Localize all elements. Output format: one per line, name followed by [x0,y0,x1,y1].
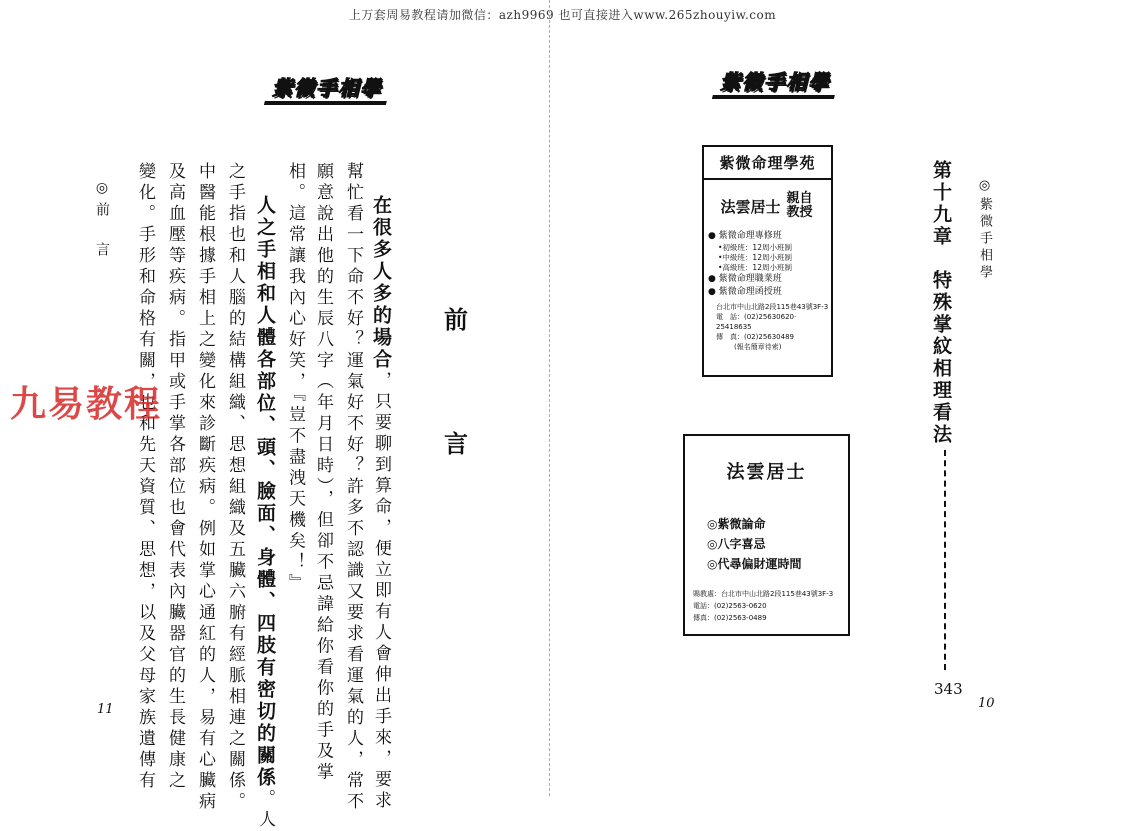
preface-title-bottom: 言 [444,429,471,458]
consultant-phone: 電話：(02)2563-0620 [693,602,767,610]
right-page-number: 10 [978,696,995,711]
academy-phone: 電 話：(02)25630620‧25418635 [716,313,797,331]
body-column-8: 及高血壓等疾病。指甲或手掌各部位也會代表內臟器官的生長健康之 [165,162,185,792]
left-page-number: 11 [97,702,114,717]
body-column-6: 之手指也和人腦的結構組織、思想組織及五臟六腑有經脈相連之關係。 [225,162,245,813]
service-item: ◎八字喜忌 [707,537,766,551]
course-level: •中級班：12周小班制 [718,253,792,262]
teacher-role: 親自教授 [786,191,813,220]
course-list [704,230,831,299]
column-5-bold: 人之手相和人體各部位、頭、臉面、身體、四肢有密切的關係 [254,195,276,789]
preface-title-top: 前 [444,305,471,334]
course-item: ● 紫微命理函授班 [708,287,782,297]
chapter-divider [944,450,946,670]
academy-advertisement [702,145,833,377]
consultant-fax: 傳真：(02)2563-0489 [693,614,767,622]
left-side-note: ◎前 言 [94,180,110,262]
body-column-9: 變化。手形和命格有關，也和先天資質、思想，以及父母家族遺傳有 [135,162,155,792]
chapter-title: 第十九章 特殊掌紋相理看法 [930,160,952,446]
service-item: ◎代尋偏財運時間 [707,557,802,571]
body-column-2: 幫忙看一下命不好？運氣好不好？許多不認識又要求看運氣的人，常不 [343,162,363,813]
body-column-4: 相。這常讓我內心好笑，『豈不盡洩天機矣！』 [285,162,305,595]
teacher-block [704,192,831,220]
academy-fax: 傳 真：(02)25630489 [716,333,794,341]
consultant-contact [693,588,848,624]
column-1-bold: 在很多人多的場合 [370,195,392,371]
academy-title: 紫微命理學苑 [704,147,831,180]
consultant-name: 法雲居士 [726,462,807,483]
chapter-page-number: 343 [934,680,963,698]
teacher-name: 法雲居士 [720,197,781,216]
right-logo: 紫微手相學 [712,66,842,99]
course-level: •高級班：12周小班制 [718,263,792,272]
body-column-5 [252,195,278,831]
course-item: ● 紫微命理專修班 [708,231,782,241]
body-column-7: 中醫能根據手相上之變化來診斷疾病。例如掌心通紅的人，易有心臟病 [195,162,215,813]
column-5-text: 。人 [255,789,275,831]
stamp-overlay: 九易教程 [10,384,163,425]
body-column-1 [368,195,394,812]
consultant-address: 賜教處：台北市中山北路2段115巷43號3F-3 [693,590,834,598]
body-column-3: 願意說出他的生辰八字（年月日時），但卻不忌諱給你看你的手及掌 [313,162,333,784]
course-item: ● 紫微命理職業班 [708,274,782,284]
service-list [707,514,848,574]
course-level: •初級班：12周小班制 [718,243,792,252]
right-side-note: ◎紫微手相學 [977,178,992,282]
academy-note: (報名簡章待索) [734,343,782,351]
column-1-text: ，只要聊到算命，便立即有人會伸出手來，要求 [371,371,391,812]
academy-contact [704,302,831,352]
service-item: ◎紫微論命 [707,517,766,531]
left-logo: 紫微手相學 [264,72,394,105]
page-fold [549,0,550,796]
academy-address: 台北市中山北路2段115巷43號3F-3 [716,303,829,311]
consultation-advertisement [683,434,850,636]
watermark-banner: 上万套周易教程请加微信：azh9969 也可直接进入www.265zhouyiw.com [348,8,777,22]
